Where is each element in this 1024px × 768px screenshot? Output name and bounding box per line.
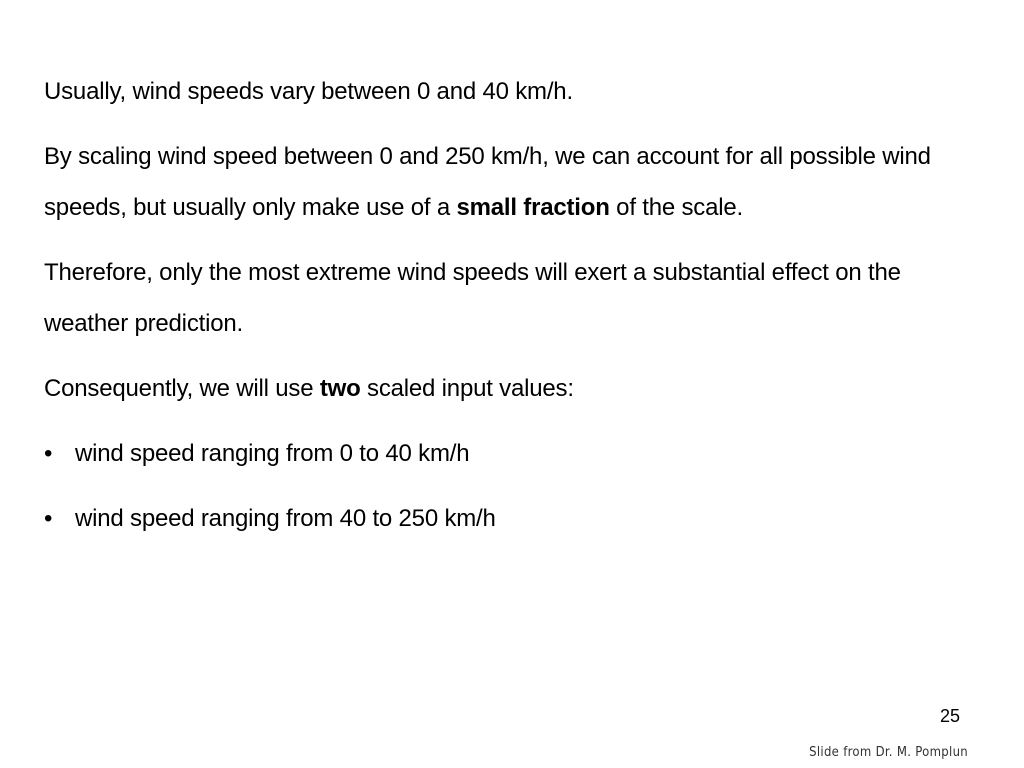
slide-body (44, 66, 974, 558)
paragraph-text: Consequently, we will use (44, 375, 320, 402)
paragraph-text: By scaling wind speed between 0 and 250 km/h, we can account for all possible wind speeds, but usually only make use of a (44, 143, 931, 221)
emphasis-two: two (319, 375, 361, 402)
bullet-icon: • (44, 440, 53, 467)
paragraph-text: Usually, wind speeds vary between 0 and 40 km/h. (44, 78, 573, 105)
paragraph-scaling (44, 131, 974, 233)
paragraph-text: scaled input values: (360, 375, 574, 402)
paragraph-extreme-speeds (44, 247, 974, 349)
slide-credit: Slide from Dr. M. Pomplun (809, 745, 968, 760)
bullet-text: wind speed ranging from 40 to 250 km/h (75, 505, 496, 532)
bullet-icon: • (44, 505, 53, 532)
emphasis-small-fraction: small fraction (456, 194, 610, 221)
paragraph-wind-speed-range (44, 66, 974, 117)
bullet-text: wind speed ranging from 0 to 40 km/h (75, 440, 470, 467)
page-number: 25 (940, 706, 961, 726)
bullet-item (44, 428, 974, 479)
paragraph-consequently (44, 363, 974, 414)
bullet-item (44, 493, 974, 544)
paragraph-text: Therefore, only the most extreme wind speeds will exert a substantial effect on the weather prediction. (44, 259, 901, 337)
paragraph-text: of the scale. (609, 194, 743, 221)
